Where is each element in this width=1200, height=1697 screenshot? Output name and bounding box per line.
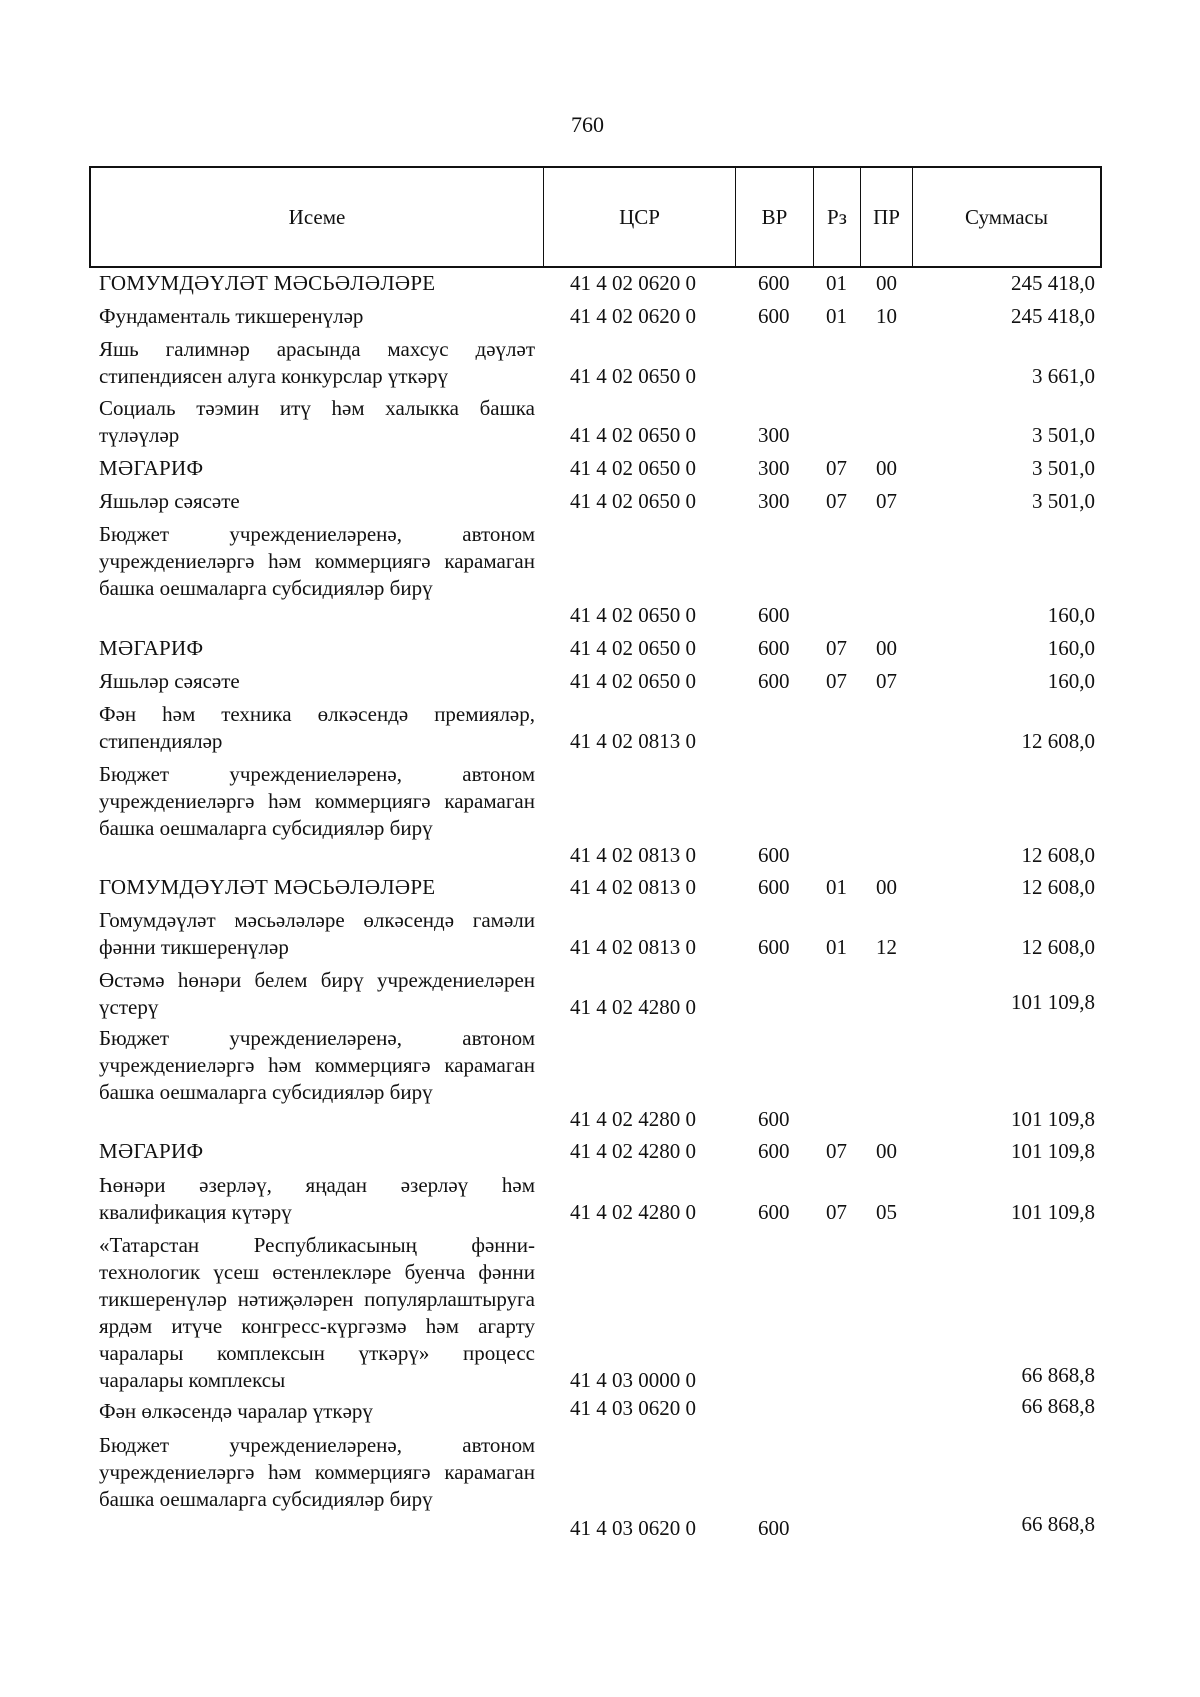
row-csr: 41 4 02 4280 0	[570, 995, 696, 1019]
row-sum: 3 501,0	[1032, 489, 1095, 513]
row-csr: 41 4 02 4280 0	[570, 1107, 696, 1131]
row-name: ГОМУМДӘҮЛӘТ МӘСЬӘЛӘЛӘРЕ	[99, 875, 436, 899]
row-sum: 160,0	[1047, 669, 1095, 693]
row-name: МӘГАРИФ	[99, 456, 204, 480]
row-pr: 00	[876, 875, 897, 899]
row-name: МӘГАРИФ	[99, 1139, 204, 1163]
row-csr: 41 4 02 0650 0	[570, 423, 696, 447]
row-csr: 41 4 02 0650 0	[570, 636, 696, 660]
header-pr: ПР	[861, 168, 913, 266]
row-name: Фундаменталь тикшеренүләр	[99, 304, 364, 328]
row-vr: 300	[758, 456, 790, 480]
row-csr: 41 4 02 0620 0	[570, 271, 696, 295]
row-vr: 600	[758, 1107, 790, 1131]
row-vr: 600	[758, 304, 790, 328]
row-sum: 245 418,0	[1011, 304, 1095, 328]
row-rz: 07	[826, 669, 847, 693]
row-name: Гомумдәүләт мәсьәләләре өлкәсендә гамәли фәнни тикшеренүләр	[99, 908, 535, 959]
row-sum: 101 109,8	[1011, 1139, 1095, 1163]
row-sum: 3 661,0	[1032, 364, 1095, 388]
row-vr: 600	[758, 935, 790, 959]
row-sum: 101 109,8	[1011, 990, 1095, 1014]
row-pr: 07	[876, 489, 897, 513]
row-pr: 00	[876, 456, 897, 480]
row-name: Социаль тәэмин итү һәм халыкка башка түләүләр	[99, 396, 535, 447]
row-rz: 07	[826, 636, 847, 660]
page-number: 760	[571, 112, 604, 137]
row-vr: 600	[758, 843, 790, 867]
row-name: ГОМУМДӘҮЛӘТ МӘСЬӘЛӘЛӘРЕ	[99, 271, 436, 295]
row-vr: 600	[758, 1139, 790, 1163]
row-csr: 41 4 02 0813 0	[570, 729, 696, 753]
row-vr: 600	[758, 669, 790, 693]
row-csr: 41 4 02 0813 0	[570, 843, 696, 867]
row-pr: 12	[876, 935, 897, 959]
table-header	[89, 166, 1102, 268]
row-sum: 66 868,8	[1021, 1512, 1095, 1536]
row-name: Фән һәм техника өлкәсендә премияләр, стипендияләр	[99, 702, 535, 753]
row-vr: 600	[758, 1200, 790, 1224]
row-pr: 00	[876, 1139, 897, 1163]
row-pr: 00	[876, 636, 897, 660]
row-sum: 101 109,8	[1011, 1107, 1095, 1131]
row-csr: 41 4 03 0000 0	[570, 1368, 696, 1392]
row-rz: 07	[826, 456, 847, 480]
row-rz: 01	[826, 935, 847, 959]
row-csr: 41 4 02 4280 0	[570, 1139, 696, 1163]
row-name: МӘГАРИФ	[99, 636, 204, 660]
row-csr: 41 4 02 0650 0	[570, 669, 696, 693]
row-name: Бюджет учреждениеләренә, автоном учреждениеләргә һәм коммерциягә карамаган башка оешмаларга субсидияләр бирү	[99, 522, 535, 600]
row-name: Яшь галимнәр арасында махсус дәүләт стипендиясен алуга конкурслар үткәрү	[99, 337, 535, 388]
row-csr: 41 4 03 0620 0	[570, 1516, 696, 1540]
row-name: Бюджет учреждениеләренә, автоном учреждениеләргә һәм коммерциягә карамаган башка оешмаларга субсидияләр бирү	[99, 1433, 535, 1511]
row-csr: 41 4 02 0650 0	[570, 364, 696, 388]
row-csr: 41 4 02 0813 0	[570, 875, 696, 899]
row-sum: 66 868,8	[1021, 1363, 1095, 1387]
row-sum: 3 501,0	[1032, 456, 1095, 480]
row-vr: 600	[758, 1516, 790, 1540]
row-vr: 300	[758, 423, 790, 447]
row-rz: 01	[826, 271, 847, 295]
row-csr: 41 4 02 4280 0	[570, 1200, 696, 1224]
row-vr: 600	[758, 271, 790, 295]
row-name: Яшьләр сәясәте	[99, 489, 240, 513]
row-vr: 600	[758, 875, 790, 899]
header-sum: Суммасы	[965, 204, 1048, 229]
row-sum: 12 608,0	[1021, 729, 1095, 753]
row-csr: 41 4 03 0620 0	[570, 1396, 696, 1420]
row-rz: 01	[826, 875, 847, 899]
row-sum: 66 868,8	[1021, 1394, 1095, 1418]
row-vr: 600	[758, 636, 790, 660]
row-name: Өстәмә һөнәри белем бирү учреждениеләрен үстерү	[99, 968, 535, 1019]
row-name: Бюджет учреждениеләренә, автоном учреждениеләргә һәм коммерциягә карамаган башка оешмаларга субсидияләр бирү	[99, 762, 535, 840]
row-sum: 3 501,0	[1032, 423, 1095, 447]
row-name: Бюджет учреждениеләренә, автоном учреждениеләргә һәм коммерциягә карамаган башка оешмаларга субсидияләр бирү	[99, 1026, 535, 1104]
row-name: Һөнәри әзерләү, яңадан әзерләү һәм квалификация күтәрү	[99, 1173, 535, 1224]
header-csr: ЦСР	[544, 168, 736, 266]
row-name: Яшьләр сәясәте	[99, 669, 240, 693]
header-vr: ВР	[736, 168, 814, 266]
row-name: Фән өлкәсендә чаралар үткәрү	[99, 1399, 373, 1423]
row-pr: 07	[876, 669, 897, 693]
header-name: Исеме	[91, 168, 544, 266]
row-name: «Татарстан Республикасының фәнни-технологик үсеш өстенлекләре буенча фәнни тикшеренүләр нәтиҗәләрен популярлаштыруга ярдәм итүче конгресс-күргәзмә һәм агарту чаралары комплексын үткәрү» процесс чаралары комплексы	[99, 1233, 535, 1392]
row-sum: 160,0	[1047, 603, 1095, 627]
row-pr: 05	[876, 1200, 897, 1224]
row-sum: 101 109,8	[1011, 1200, 1095, 1224]
row-vr: 300	[758, 489, 790, 513]
row-rz: 07	[826, 489, 847, 513]
row-sum: 245 418,0	[1011, 271, 1095, 295]
row-sum: 12 608,0	[1021, 935, 1095, 959]
row-sum: 160,0	[1047, 636, 1095, 660]
row-pr: 00	[876, 271, 897, 295]
row-pr: 10	[876, 304, 897, 328]
row-csr: 41 4 02 0650 0	[570, 603, 696, 627]
row-csr: 41 4 02 0620 0	[570, 304, 696, 328]
row-rz: 07	[826, 1139, 847, 1163]
header-rz: Рз	[814, 168, 861, 266]
row-csr: 41 4 02 0650 0	[570, 489, 696, 513]
row-csr: 41 4 02 0650 0	[570, 456, 696, 480]
row-sum: 12 608,0	[1021, 843, 1095, 867]
row-csr: 41 4 02 0813 0	[570, 935, 696, 959]
row-rz: 07	[826, 1200, 847, 1224]
row-rz: 01	[826, 304, 847, 328]
row-sum: 12 608,0	[1021, 875, 1095, 899]
row-vr: 600	[758, 603, 790, 627]
